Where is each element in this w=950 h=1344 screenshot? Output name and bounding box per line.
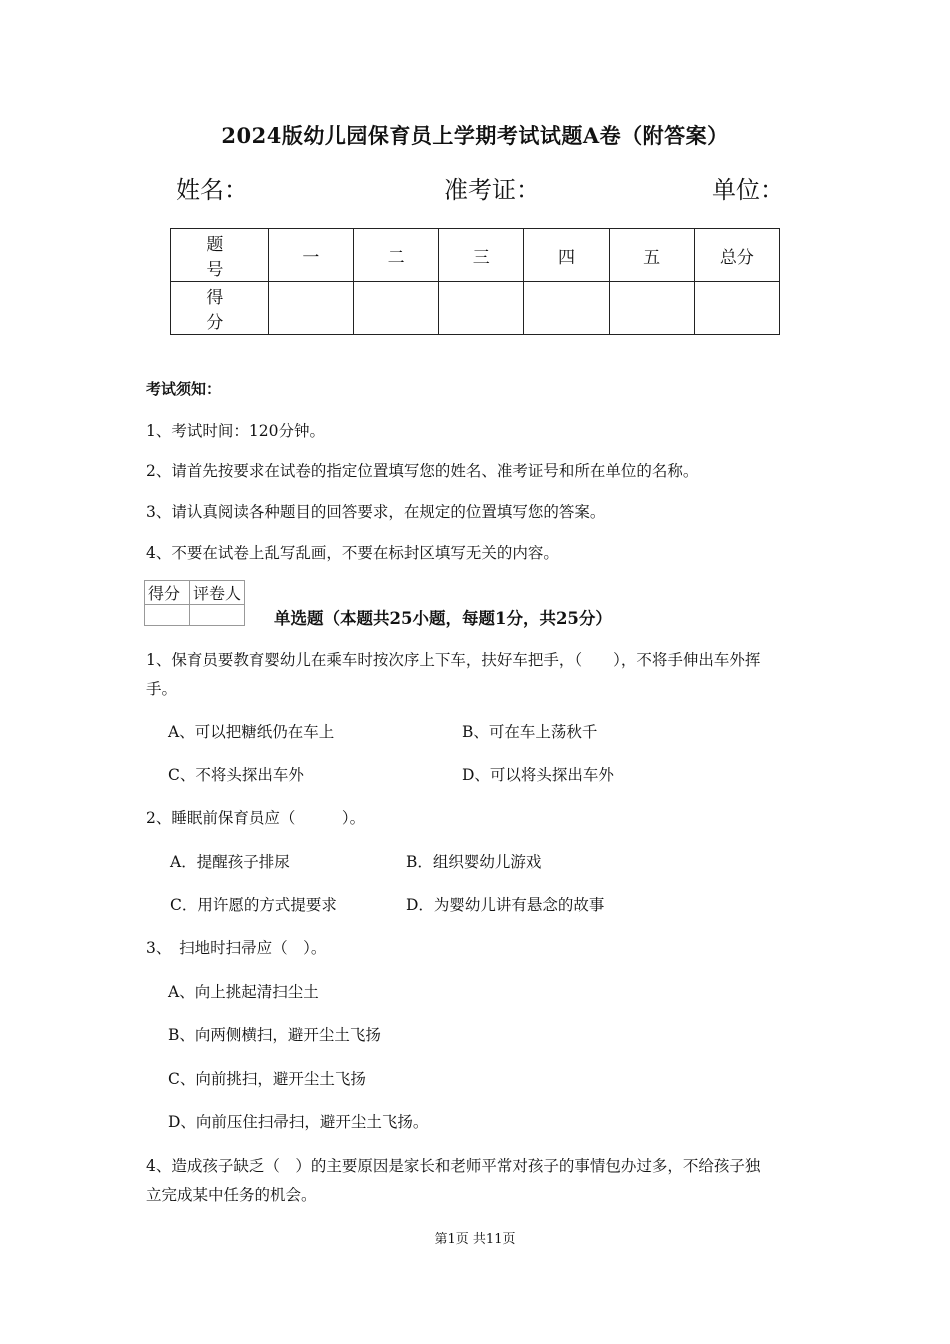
- answer-option[interactable]: A．提醒孩子排尿: [170, 853, 290, 871]
- answer-option[interactable]: D、可以将头探出车外: [462, 766, 614, 784]
- score-input-cell[interactable]: [694, 282, 779, 335]
- grader-reviewer-input[interactable]: [190, 605, 245, 626]
- score-table-cell: 二: [354, 229, 439, 282]
- score-input-cell[interactable]: [524, 282, 609, 335]
- score-table-cell: 一: [268, 229, 353, 282]
- score-table-cell: 四: [524, 229, 609, 282]
- notice-item: 2、请首先按要求在试卷的指定位置填写您的姓名、准考证号和所在单位的名称。: [146, 462, 699, 480]
- page-title: 2024版幼儿园保育员上学期考试试题A卷（附答案）: [221, 123, 729, 148]
- score-input-cell[interactable]: [268, 282, 353, 335]
- answer-option[interactable]: A、可以把糖纸仍在车上: [168, 723, 335, 741]
- score-table-cell: 总分: [694, 229, 779, 282]
- score-table: [170, 228, 780, 335]
- answer-option[interactable]: B．组织婴幼儿游戏: [406, 853, 542, 871]
- question-stem: 手。: [146, 680, 178, 698]
- score-input-cell[interactable]: [609, 282, 694, 335]
- question-stem: 2、睡眠前保育员应（ ）。: [146, 809, 366, 827]
- section-title: 单选题（本题共25小题，每题1分，共25分）: [274, 609, 612, 628]
- score-table-cell: 三: [439, 229, 524, 282]
- score-table-cell: 题 号: [171, 229, 269, 282]
- exam-number-label: 准考证：: [444, 176, 540, 204]
- notice-item: 4、不要在试卷上乱写乱画，不要在标封区填写无关的内容。: [146, 544, 559, 562]
- score-table-cell: 五: [609, 229, 694, 282]
- notice-item: 3、请认真阅读各种题目的回答要求，在规定的位置填写您的答案。: [146, 503, 606, 521]
- answer-option[interactable]: C．用许愿的方式提要求: [170, 896, 337, 914]
- answer-option[interactable]: C、不将头探出车外: [168, 766, 304, 784]
- answer-option[interactable]: D、向前压住扫帚扫，避开尘土飞扬。: [168, 1113, 429, 1131]
- notice-heading: 考试须知：: [146, 380, 222, 398]
- answer-option[interactable]: B、可在车上荡秋千: [462, 723, 598, 741]
- question-stem: 1、保育员要教育婴幼儿在乘车时按次序上下车，扶好车把手，（ ），不将手伸出车外挥: [146, 651, 761, 669]
- question-stem: 4、造成孩子缺乏（ ）的主要原因是家长和老师平常对孩子的事情包办过多，不给孩子独: [146, 1157, 761, 1175]
- grader-score-label: 得分: [145, 581, 190, 605]
- answer-option[interactable]: C、向前挑扫，避开尘土飞扬: [168, 1070, 366, 1088]
- notice-item: 1、考试时间：120分钟。: [146, 422, 325, 440]
- page-number: 第1页 共11页: [434, 1232, 516, 1247]
- question-stem: 3、 扫地时扫帚应（ ）。: [146, 939, 327, 957]
- name-label: 姓名：: [176, 176, 248, 204]
- grader-reviewer-label: 评卷人: [190, 581, 245, 605]
- score-table-cell: 得 分: [171, 282, 269, 335]
- score-input-cell[interactable]: [439, 282, 524, 335]
- unit-label: 单位：: [712, 176, 784, 204]
- grader-score-input[interactable]: [145, 605, 190, 626]
- grader-table: [144, 580, 245, 626]
- score-table-header-row: [171, 229, 780, 282]
- question-stem: 立完成某中任务的机会。: [146, 1186, 317, 1204]
- answer-option[interactable]: B、向两侧横扫，避开尘土飞扬: [168, 1026, 381, 1044]
- answer-option[interactable]: D．为婴幼儿讲有悬念的故事: [406, 896, 605, 914]
- score-input-cell[interactable]: [354, 282, 439, 335]
- answer-option[interactable]: A、向上挑起清扫尘土: [168, 983, 319, 1001]
- score-table-score-row: [171, 282, 780, 335]
